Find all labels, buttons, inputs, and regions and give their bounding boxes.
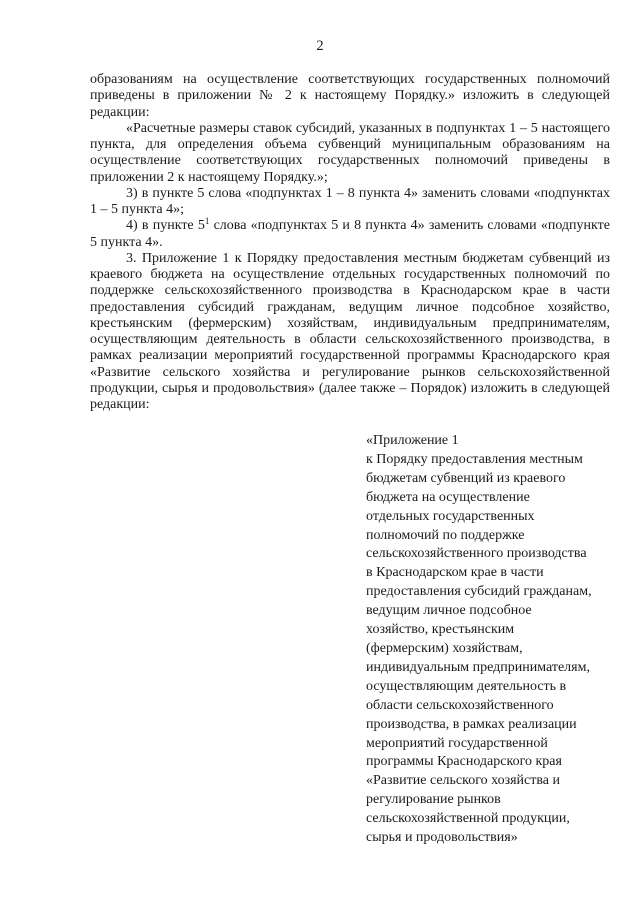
- appendix-line: сырья и продовольствия»: [366, 830, 518, 846]
- document-body: [90, 72, 610, 413]
- appendix-line: осуществляющим деятельность в: [366, 678, 567, 694]
- paragraph-4-text-end: слова «подпунктах 5 и 8 пункта 4» заменить словами «подпункте 5 пункта 4».: [90, 218, 610, 250]
- appendix-line: (фермерским) хозяйствам,: [366, 640, 523, 656]
- appendix-line: ведущим личное подсобное: [366, 603, 532, 619]
- appendix-line: полномочий по поддержке: [366, 527, 525, 543]
- appendix-line: бюджетам субвенций из краевого: [366, 470, 566, 486]
- appendix-line: сельскохозяйственной продукции,: [366, 811, 570, 827]
- paragraph-3: 3) в пункте 5 слова «подпунктах 1 – 8 пункта 4» заменить словами «подпунктах 1 – 5 пункта 4»;: [90, 185, 610, 217]
- appendix-line: программы Краснодарского края: [366, 754, 562, 770]
- page-number: 2: [316, 38, 324, 54]
- appendix-line: к Порядку предоставления местным: [366, 451, 583, 467]
- appendix-line: бюджета на осуществление: [366, 489, 530, 505]
- appendix-line: хозяйство, крестьянским: [366, 622, 515, 638]
- appendix-line: в Краснодарском крае в части: [366, 565, 544, 581]
- paragraph-2: «Расчетные размеры ставок субсидий, указанных в подпунктах 1 – 5 настоящего пункта, для определения объема субвенций муниципальным образованиям на осуществление соответствующих государственных полномочий приведены в приложении 2 к настоящему Порядку.»;: [90, 120, 610, 185]
- paragraph-4: [90, 218, 610, 251]
- paragraph-4-text-start: 4) в пункте 5: [126, 218, 205, 234]
- appendix-line: производства, в рамках реализации: [366, 716, 577, 732]
- appendix-line: индивидуальным предпринимателям,: [366, 659, 590, 675]
- appendix-line: мероприятий государственной: [366, 735, 548, 751]
- appendix-line: сельскохозяйственного производства: [366, 546, 587, 562]
- appendix-line: области сельскохозяйственного: [366, 697, 554, 713]
- paragraph-4-superscript: 1: [204, 216, 210, 227]
- paragraph-5: 3. Приложение 1 к Порядку предоставления местным бюджетам субвенций из краевого бюджета на осуществление отдельных государственных полномочий по поддержке сельскохозяйственного производства в Краснодарском крае в части предоставления субсидий гражданам, ведущим личное подсобное хозяйство, крестьянским (фермерским) хозяйствам, индивидуальным предпринимателям, осуществляющим деятельность в области сельскохозяйственного производства, в рамках реализации мероприятий государственной программы Краснодарского края «Развитие сельского хозяйства и регулирование рынков сельскохозяйственной продукции, сырья и продовольствия» (далее также – Порядок) изложить в следующей редакции:: [90, 250, 610, 412]
- appendix-line: «Развитие сельского хозяйства и: [366, 773, 561, 789]
- paragraph-1: образованиям на осуществление соответствующих государственных полномочий приведены в приложении № 2 к настоящему Порядку.» изложить в следующей редакции:: [90, 72, 610, 120]
- appendix-line: отдельных государственных: [366, 508, 535, 524]
- appendix-line: «Приложение 1: [366, 433, 459, 448]
- appendix-line: регулирование рынков: [366, 792, 501, 808]
- appendix-header: [366, 432, 624, 848]
- appendix-line: предоставления субсидий гражданам,: [366, 584, 592, 600]
